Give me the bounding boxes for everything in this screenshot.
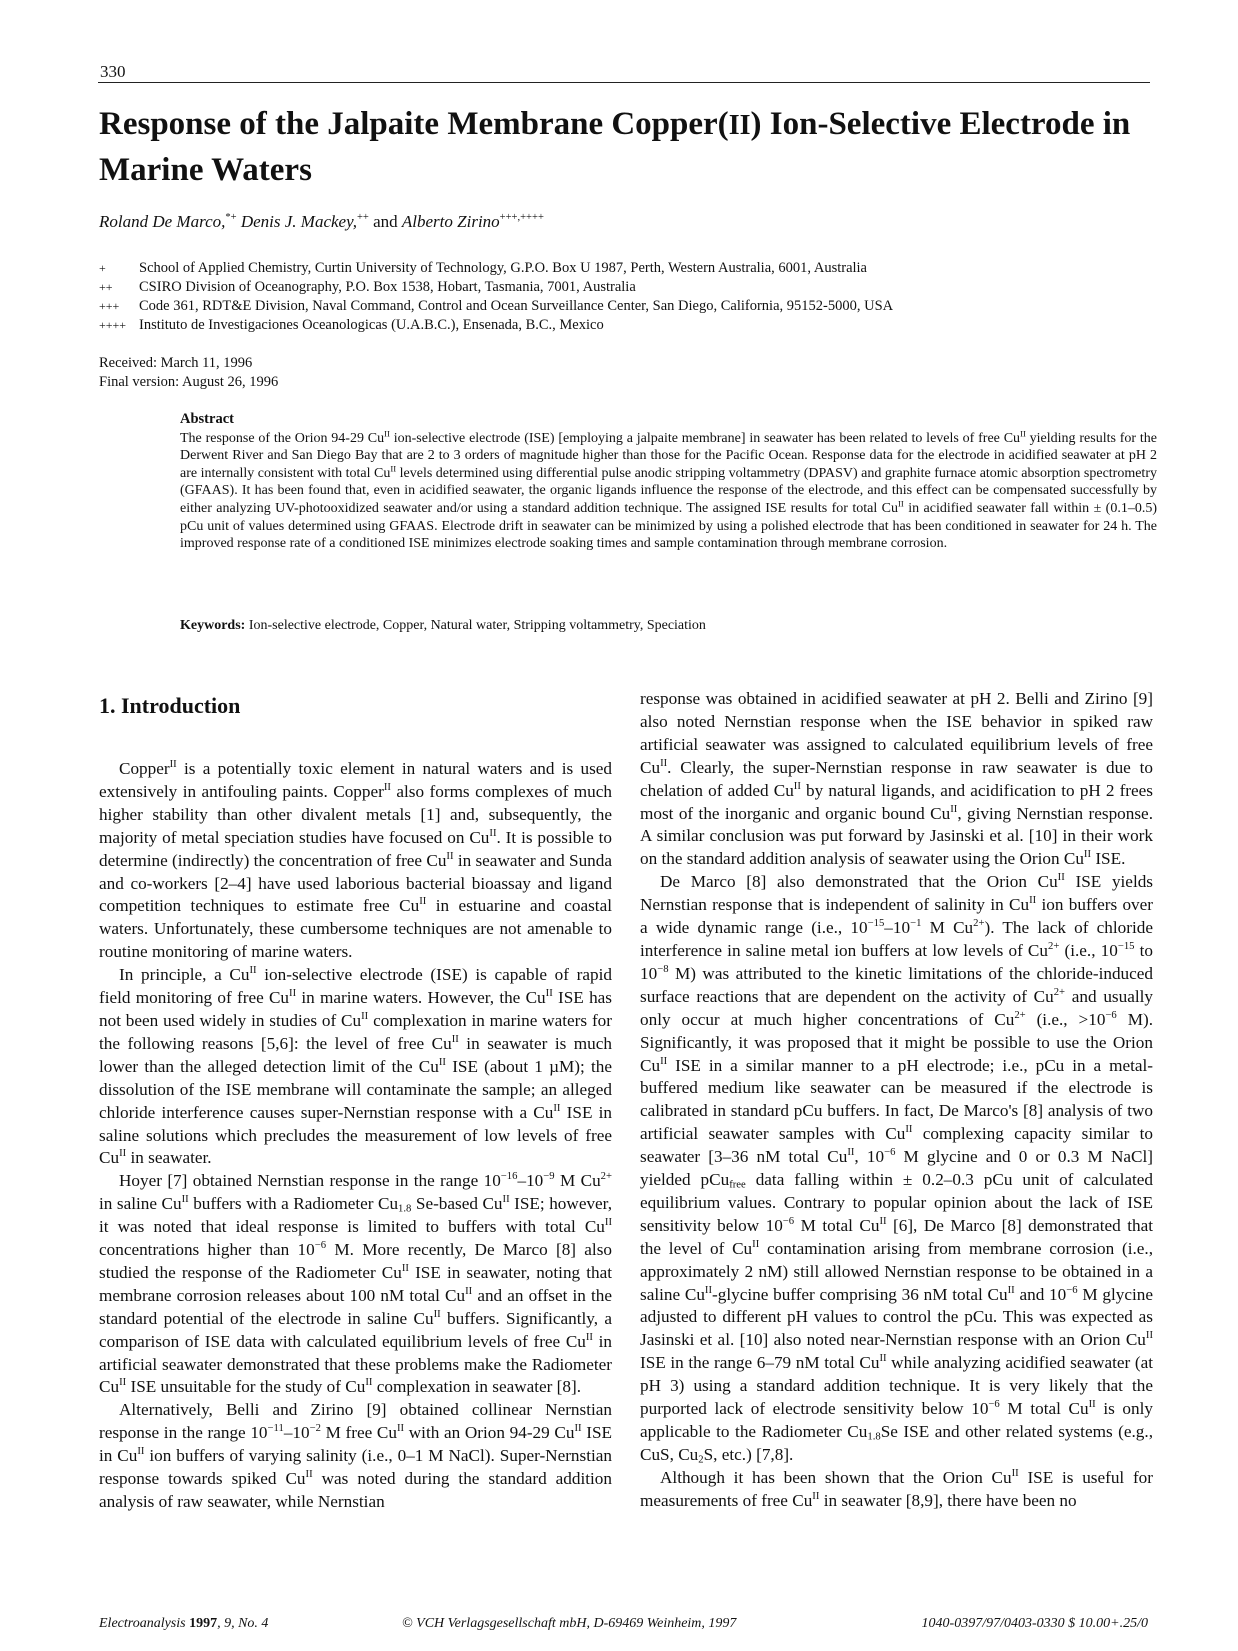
footer-copyright: © VCH Verlagsgesellschaft mbH, D-69469 Weinheim, 1997 (402, 1616, 737, 1631)
author-and: and (373, 212, 398, 231)
author-1: Roland De Marco, (99, 212, 226, 231)
final-version-date: Final version: August 26, 1996 (99, 374, 279, 390)
abstract-text (180, 427, 1157, 553)
abstract-segment: ion-selective electrode (ISE) [employing a jalpaite membrane] in seawater has been related to levels of free Cu (389, 430, 1021, 446)
affiliation-mark: +++ (99, 299, 120, 313)
affiliation (99, 278, 893, 297)
title-part-2: ) Ion-Selective Electrode in Marine Waters (99, 106, 1131, 188)
body-paragraph: response was obtained in acidified seawater at pH 2. Belli and Zirino [9] also noted Nernstian response when the ISE behavior in spiked raw artificial seawater was assigned to calculated equilibrium levels of free $Cu^{II}$. Clearly, the super-Nernstian response in raw seawater is due to chelation of added $Cu^{II}$ by natural ligands, and acidification to pH 2 frees most of the inorganic and organic bound $Cu^{II}$, giving Nernstian response. A similar conclusion was put forward by Jasinski et al. [10] in their work on the standard addition analysis of seawater using the Orion $Cu^{II}$ ISE. (640, 689, 1153, 869)
affiliation-text: CSIRO Division of Oceanography, P.O. Box 1538, Hobart, Tasmania, 7001, Australia (139, 279, 636, 295)
affiliation (99, 316, 893, 335)
abstract-block (180, 411, 1157, 553)
affiliation-mark: + (99, 261, 106, 275)
received-date: Received: March 11, 1996 (99, 355, 253, 371)
body-paragraph: Although it has been shown that the Orion $Cu^{II}$ ISE is useful for measurements of free $Cu^{II}$ in seawater [8,9], there have been no (640, 1467, 1153, 1510)
abstract-segment: The response of the Orion 94-29 Cu (180, 430, 385, 446)
manuscript-dates (99, 354, 278, 392)
abstract-segment: levels determined using differential pulse anodic stripping voltammetry (DPASV) and graphite furnace atomic absorption spectrometry (GFAAS). It has been found that, even in acidified seawater, the organic ligands influence the response of the electrode, and this effect can be compensated successfully by either analyzing UV-photooxidized seawater and/or using a standard addition technique. The assigned ISE results for total Cu (180, 465, 1157, 516)
author-1-mark: *+ (225, 212, 237, 224)
body-column-left (99, 758, 612, 1514)
body-paragraph: Copper$^{II}$ is a potentially toxic element in natural waters and is used extensively in antifouling paints. Copper$^{II}$ also forms complexes of much higher stability than other divalent metals [1] and, subsequently, the majority of metal speciation studies have focused on $Cu^{II}$. It is possible to determine (indirectly) the concentration of free $Cu^{II}$ in seawater and Sunda and co-workers [2–4] have used laborious bacterial bioassay and ligand competition techniques to estimate free $Cu^{II}$ in estuarine and coastal waters. Unfortunately, these cumbersome techniques are not amenable to routine monitoring of marine waters. (99, 759, 613, 962)
page-number: 330 (100, 62, 126, 81)
abstract-segment: yielding results for the Derwent River and San Diego Bay that are 2 to 3 orders of magnitude higher than those for the Pacific Ocean. Response data for the electrode in acidified seawater at pH 2 are internally consistent with total Cu (180, 430, 1157, 481)
journal-name: Electroanalysis (99, 1616, 186, 1631)
affiliation-text: Instituto de Investigaciones Oceanologicas (U.A.B.C.), Ensenada, B.C., Mexico (139, 317, 604, 333)
journal-volume: , 9, No. 4 (217, 1616, 269, 1631)
superscript: II (898, 498, 904, 509)
body-column-right (640, 688, 1153, 1513)
footer-journal (99, 1616, 268, 1632)
body-paragraph: De Marco [8] also demonstrated that the Orion $Cu^{II}$ ISE yields Nernstian response that is independent of salinity in $Cu^{II}$ ion buffers over a wide dynamic range (i.e., $10^{-15}-10^{-1}$ M $Cu^{2+}$). The lack of chloride interference in saline metal ion buffers at low levels of $Cu^{2+}$ (i.e., $10^{-15}$ to $10^{-8}$ M) was attributed to the kinetic limitations of the chloride-induced surface reactions that are dependent on the activity of $Cu^{2+}$ and usually only occur at much higher concentrations of $Cu^{2+}$ (i.e., $>10^{-6}$ M). Significantly, it was proposed that it might be possible to use the Orion $Cu^{II}$ ISE in a similar manner to a pH electrode; i.e., pCu in a metal-buffered medium like seawater can be measured if the electrode is calibrated in standard pCu buffers. In fact, De Marco's [8] analysis of two artificial seawater samples with $Cu^{II}$ complexing capacity similar to seawater [3–36 nM total $Cu^{II}$, $10^{-6}$ M glycine and 0 or 0.3 M NaCl] yielded pCu$_{free}$ data falling within ± 0.2–0.3 pCu unit of calculated equilibrium values. Contrary to popular opinion about the lack of ISE sensitivity below $10^{-6}$ M total $Cu^{II}$ [6], De Marco [8] demonstrated that the level of $Cu^{II}$ contamination arising from membrane corrosion (i.e., approximately 2 nM) still allowed Nernstian response to be obtained in a saline $Cu^{II}$-glycine buffer comprising 36 nM total $Cu^{II}$ and $10^{-6}$ M glycine adjusted to different pH values to control the pCu. This was expected as Jasinski et al. [10] also noted near-Nernstian response with an Orion $Cu^{II}$ ISE in the range 6–79 nM total $Cu^{II}$ while analyzing acidified seawater (at pH 3) using a standard addition technique. It is very likely that the purported lack of electrode sensitivity below $10^{-6}$ M total $Cu^{II}$ is only applicable to the Radiometer $Cu_{1.8}Se$ ISE and other related systems (e.g., CuS, $Cu_2S$, etc.) [7,8]. (640, 872, 1154, 1466)
article-title (99, 102, 1159, 192)
superscript: II (1020, 427, 1026, 438)
journal-year: 1997 (189, 1616, 218, 1631)
affiliation (99, 259, 893, 278)
header-rule (98, 82, 1150, 83)
abstract-segment: in acidified seawater fall within ± (0.1–0.5) pCu unit of values determined using GFAAS. Electrode drift in seawater can be minimized by using a polished electrode that has been conditioned in seawater for 24 h. The improved response rate of a conditioned ISE minimizes electrode soaking times and sample contamination through membrane corrosion. (180, 500, 1157, 552)
title-roman-numeral: II (728, 110, 751, 141)
author-2: Denis J. Mackey, (240, 212, 357, 231)
affiliation-mark: ++ (99, 280, 113, 294)
author-3-mark: +++,++++ (499, 212, 544, 224)
abstract-heading: Abstract (180, 411, 234, 427)
affiliation-text: School of Applied Chemistry, Curtin University of Technology, G.P.O. Box U 1987, Perth, Western Australia, 6001, Australia (139, 260, 867, 276)
keywords-text: Ion-selective electrode, Copper, Natural water, Stripping voltammetry, Speciation (248, 618, 706, 633)
body-paragraph: Hoyer [7] obtained Nernstian response in the range $10^{-16}-10^{-9}$ M $Cu^{2+}$ in saline $Cu^{II}$ buffers with a Radiometer $Cu_{1.8}$ Se-based $Cu^{II}$ ISE; however, it was noted that ideal response is limited to buffers with total $Cu^{II}$ concentrations higher than $10^{-6}$ M. More recently, De Marco [8] also studied the response of the Radiometer $Cu^{II}$ ISE in seawater, noting that membrane corrosion releases about 100 nM total $Cu^{II}$ and an offset in the standard potential of the electrode in saline $Cu^{II}$ buffers. Significantly, a comparison of ISE data with calculated equilibrium levels of free $Cu^{II}$ in artificial seawater demonstrated that these problems make the Radiometer $Cu^{II}$ ISE unsuitable for the study of $Cu^{II}$ complexation in seawater [8]. (99, 1171, 613, 1397)
footer-code: 1040-0397/97/0403-0330 $ 10.00+.25/0 (921, 1616, 1148, 1631)
superscript: II (390, 463, 397, 474)
keywords (180, 618, 706, 634)
body-paragraph: Alternatively, Belli and Zirino [9] obtained collinear Nernstian response in the range $10^{-11}-10^{-2}$ M free $Cu^{II}$ with an Orion 94-29 $Cu^{II}$ ISE in $Cu^{II}$ ion buffers of varying salinity (i.e., 0–1 M NaCl). Super-Nernstian response towards spiked $Cu^{II}$ was noted during the standard addition analysis of raw seawater, while Nernstian (99, 1400, 613, 1511)
author-2-mark: ++ (356, 212, 369, 224)
section-heading: 1. Introduction (99, 693, 241, 718)
keywords-label: Keywords: (180, 618, 246, 633)
body-paragraph: In principle, a $Cu^{II}$ ion-selective electrode (ISE) is capable of rapid field monitoring of free $Cu^{II}$ in marine waters. However, the $Cu^{II}$ ISE has not been used widely in studies of $Cu^{II}$ complexation in marine waters for the following reasons [5,6]: the level of free $Cu^{II}$ in seawater is much lower than the alleged detection limit of the $Cu^{II}$ ISE (about 1 µM); the dissolution of the ISE membrane will contaminate the sample; an alleged chloride interference causes super-Nernstian response with a $Cu^{II}$ ISE in saline solutions which precludes the measurement of low levels of free $Cu^{II}$ in seawater. (99, 965, 613, 1168)
affiliation-text: Code 361, RDT&E Division, Naval Command, Control and Ocean Surveillance Center, San Diego, California, 95152-5000, USA (139, 298, 894, 314)
author-3: Alberto Zirino (401, 212, 500, 231)
author-line (99, 212, 544, 232)
title-part-1: Response of the Jalpaite Membrane Copper( (99, 106, 729, 142)
affiliation-list (99, 259, 893, 335)
affiliation (99, 297, 893, 316)
affiliation-mark: ++++ (99, 318, 127, 332)
superscript: II (384, 427, 390, 438)
